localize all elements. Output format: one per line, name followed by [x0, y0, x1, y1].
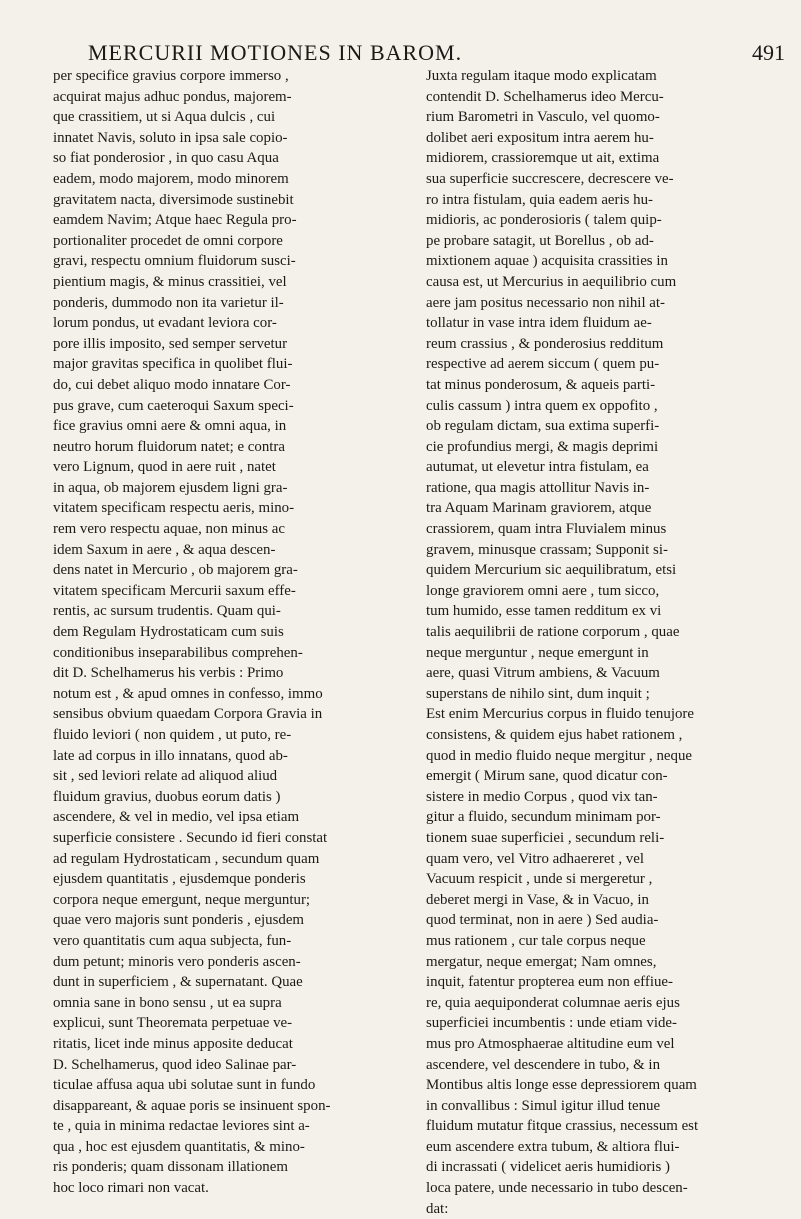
right-column-line: ro intra fistulam, quia eadem aeris hu- — [426, 191, 654, 208]
right-column-line: pe probare satagit, ut Borellus , ob ad- — [426, 232, 654, 249]
left-column — [53, 66, 381, 1199]
left-column-line: ponderis, dummodo non ita varietur il- — [53, 294, 284, 311]
right-column-line: sistere in medio Corpus , quod vix tan- — [426, 788, 658, 805]
right-column-line: quam vero, vel Vitro adhaereret , vel — [426, 850, 644, 867]
left-column-line: dem Regulam Hydrostaticam cum suis — [53, 624, 284, 641]
right-column-line: deberet mergi in Vase, & in Vacuo, in — [426, 891, 649, 908]
left-column-line: idem Saxum in aere , & aqua descen- — [53, 541, 276, 558]
right-column-line: ascendere, vel descendere in tubo, & in — [426, 1056, 661, 1073]
left-column-line: qua , hoc est ejusdem quantitatis, & mino- — [53, 1138, 305, 1155]
left-column-line: fluidum gravius, duobus eorum datis ) — [53, 788, 281, 805]
left-column-line: disappareant, & aquae poris se insinuent spon- — [53, 1097, 331, 1114]
right-column-line: quidem Mercurium sic aequilibratum, etsi — [426, 562, 677, 579]
right-column-line: cie profundius mergi, & magis deprimi — [426, 438, 659, 455]
right-column-line: aere, quasi Vitrum ambiens, & Vacuum — [426, 665, 660, 682]
right-column-line: mergatur, neque emergat; Nam omnes, — [426, 953, 657, 970]
right-column-line: tollatur in vase intra idem fluidum ae- — [426, 315, 652, 332]
right-column-line: tat minus ponderosum, & aqueis parti- — [426, 376, 656, 393]
left-column-line: vero Lignum, quod in aere ruit , natet — [53, 459, 276, 476]
left-column-line: sit , sed leviori relate ad aliquod aliud — [53, 768, 278, 785]
left-column-line: que crassitiem, ut si Aqua dulcis , cui — [53, 109, 276, 126]
right-column-line: loca patere, unde necessario in tubo descen- — [426, 1180, 688, 1197]
left-column-line: conditionibus inseparabilibus comprehen- — [53, 644, 303, 661]
right-column-line: sua superficie succrescere, decrescere ve- — [426, 170, 674, 187]
right-column-line: midioris, ac ponderosioris ( talem quip- — [426, 212, 662, 229]
right-column-line: Est enim Mercurius corpus in fluido tenujore — [426, 706, 694, 723]
left-column-line: sensibus obvium quaedam Corpora Gravia in — [53, 706, 323, 723]
left-column-line: innatet Navis, soluto in ipsa sale copio- — [53, 129, 288, 146]
right-column-line: inquit, fatentur propterea eum non effiue- — [426, 974, 673, 991]
right-column-line: superstans de nihilo sint, dum inquit ; — [426, 685, 650, 702]
left-column-line: vitatem specificam Mercurii saxum effe- — [53, 582, 296, 599]
left-column-line: dit D. Schelhamerus his verbis : Primo — [53, 665, 284, 682]
left-column-line: lorum pondus, ut evadant leviora cor- — [53, 315, 277, 332]
right-column-line: eum ascendere extra tubum, & altiora flui- — [426, 1138, 680, 1155]
right-column-line: ratione, qua magis attollitur Navis in- — [426, 479, 650, 496]
left-column-line: ris ponderis; quam dissonam illationem — [53, 1159, 288, 1176]
left-column-line: superficie consistere . Secundo id fieri constat — [53, 829, 328, 846]
right-column-line: causa est, ut Mercurius in aequilibrio cum — [426, 273, 677, 290]
left-column-line: rem vero respectu aquae, non minus ac — [53, 521, 285, 538]
right-column-line: superficiei incumbentis : unde etiam vide- — [426, 1015, 677, 1032]
left-column-line: notum est , & apud omnes in confesso, immo — [53, 685, 323, 702]
right-column-line: midiorem, crassioremque ut ait, extima — [426, 150, 660, 167]
right-column-line: Montibus altis longe esse depressiorem quam — [426, 1077, 697, 1094]
left-column-line: corpora neque emergunt, neque merguntur; — [53, 891, 311, 908]
left-column-line: fluido leviori ( non quidem , ut puto, re- — [53, 727, 292, 743]
right-column-line: gravem, minusque crassam; Supponit si- — [426, 541, 668, 558]
left-column-line: late ad corpus in illo innatans, quod ab- — [53, 747, 288, 764]
right-column-line: aere jam positus necessario non nihil at- — [426, 294, 666, 311]
left-column-line: ascendere, & vel in medio, vel ipsa etiam — [53, 809, 300, 826]
left-column-line: gravitatem nacta, diversimode sustinebit — [53, 191, 294, 208]
right-column-line: quod in medio fluido neque mergitur , neque — [426, 747, 693, 764]
left-column-line: gravi, respectu omnium fluidorum susci- — [53, 253, 296, 270]
left-column-line: rentis, ac sursum trudentis. Quam qui- — [53, 603, 281, 620]
left-column-line: dens natet in Mercurio , ob majorem gra- — [53, 562, 298, 579]
left-column-line: ejusdem quantitatis , ejusdemque ponderis — [53, 871, 306, 888]
right-column-line: mixtionem aquae ) acquisita crassities in — [426, 253, 668, 270]
left-column-line: dum petunt; minoris vero ponderis ascen- — [53, 953, 301, 970]
right-column-line: contendit D. Schelhamerus ideo Mercu- — [426, 88, 664, 105]
left-column-line: hoc loco rimari non vacat. — [53, 1180, 209, 1197]
right-column-line: ob regulam dictam, sua extima superfi- — [426, 418, 660, 435]
left-column-line: ritatis, licet inde minus apposite deducat — [53, 1035, 293, 1052]
right-column-line: Vacuum respicit , unde si mergeretur , — [426, 871, 653, 888]
right-column-line: longe graviorem omni aere , tum sicco, — [426, 582, 660, 599]
left-column-line: eamdem Navim; Atque haec Regula pro- — [53, 212, 297, 229]
right-column-line: neque merguntur , neque emergunt in — [426, 644, 649, 661]
left-column-line: eadem, modo majorem, modo minorem — [53, 170, 289, 187]
left-column-line: omnia sane in bono sensu , ut ea supra — [53, 994, 282, 1011]
left-column-line: dunt in superficiem , & supernatant. Quae — [53, 974, 303, 991]
right-column — [426, 66, 754, 1219]
left-column-line: major gravitas specifica in quolibet flui- — [53, 356, 293, 373]
right-column-line: di incrassati ( videlicet aeris humidioris ) — [426, 1159, 670, 1176]
left-column-line: ticulae affusa aqua ubi solutae sunt in fundo — [53, 1077, 316, 1094]
left-column-line: neutro horum fluidorum natet; e contra — [53, 438, 285, 455]
left-column-line: vitatem specificam respectu aeris, mino- — [53, 500, 295, 517]
left-column-line: acquirat majus adhuc pondus, majorem- — [53, 88, 292, 105]
left-column-line: fice gravius omni aere & omni aqua, in — [53, 418, 287, 435]
right-column-line: mus rationem , cur tale corpus neque — [426, 932, 646, 949]
right-column-line: emergit ( Mirum sane, quod dicatur con- — [426, 768, 668, 785]
right-column-line: dat: — [426, 1200, 449, 1217]
right-column-line: rium Barometri in Vasculo, vel quomo- — [426, 109, 660, 126]
right-column-line: in convallibus : Simul igitur illud tenue — [426, 1097, 661, 1114]
running-head: MERCURII MOTIONES IN BAROM. — [88, 40, 463, 65]
right-column-line: re, quia aequiponderat columnae aeris ejus — [426, 994, 680, 1011]
left-column-line: D. Schelhamerus, quod ideo Salinae par- — [53, 1056, 297, 1073]
left-column-line: ad regulam Hydrostaticam , secundum quam — [53, 850, 320, 867]
right-column-line: tionem suae superficiei , secundum reli- — [426, 829, 665, 846]
right-column-line: respective ad aerem siccum ( quem pu- — [426, 356, 660, 373]
right-column-line: Juxta regulam itaque modo explicatam — [426, 68, 657, 84]
right-column-line: quod terminat, non in aere ) Sed audia- — [426, 912, 659, 929]
right-column-line: culis cassum ) intra quem ex oppofito , — [426, 397, 658, 414]
left-column-line: pus grave, cum caeteroqui Saxum speci- — [53, 397, 294, 414]
left-column-line: vero quantitatis cum aqua subjecta, fun- — [53, 932, 292, 949]
page-number: 491 — [752, 40, 785, 65]
right-column-line: gitur a fluido, secundum minimam por- — [426, 809, 661, 826]
right-column-line: reum crassius , & ponderosius redditum — [426, 335, 664, 352]
left-column-line: per specifice gravius corpore immerso , — [53, 68, 289, 84]
left-column-line: explicui, sunt Theoremata perpetuae ve- — [53, 1015, 293, 1032]
right-column-line: tra Aquam Marinam graviorem, atque — [426, 500, 652, 517]
right-column-line: autumat, ut elevetur intra fistulam, ea — [426, 459, 649, 476]
right-column-line: crassiorem, quam intra Fluvialem minus — [426, 521, 667, 538]
left-column-line: in aqua, ob majorem ejusdem ligni gra- — [53, 479, 288, 496]
right-column-line: mus pro Atmosphaerae altitudine eum vel — [426, 1035, 675, 1052]
left-column-line: pore illis imposito, sed semper servetur — [53, 335, 288, 352]
right-column-line: consistens, & quidem ejus habet rationem , — [426, 727, 683, 743]
left-column-line: te , quia in minima redactae leviores sint a- — [53, 1118, 310, 1135]
left-column-line: do, cui debet aliquo modo innatare Cor- — [53, 376, 291, 393]
right-column-line: dolibet aeri expositum intra aerem hu- — [426, 129, 654, 146]
right-column-line: talis aequilibrii de ratione corporum , quae — [426, 624, 680, 641]
left-column-line: pientium magis, & minus crassitiei, vel — [53, 273, 287, 290]
left-column-line: quae vero majoris sunt ponderis , ejusdem — [53, 912, 305, 929]
left-column-line: portionaliter procedet de omni corpore — [53, 232, 283, 249]
right-column-line: fluidum mutatur fitque crassius, necessum est — [426, 1118, 699, 1135]
right-column-line: tum humido, esse tamen redditum ex vi — [426, 603, 662, 620]
left-column-line: so fiat ponderosior , in quo casu Aqua — [53, 150, 279, 167]
